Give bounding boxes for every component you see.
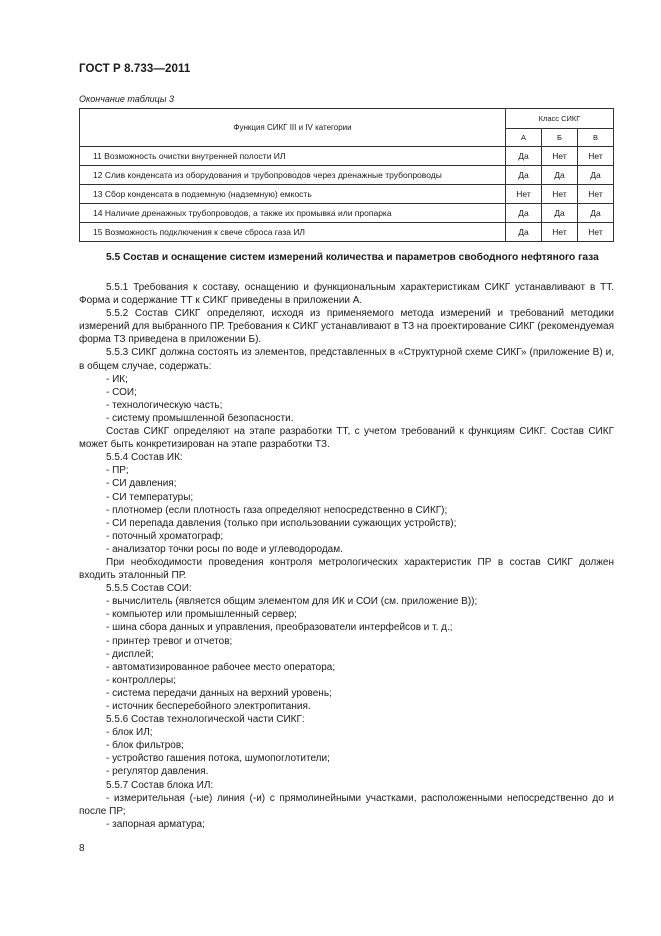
list-item: - блок ИЛ; xyxy=(106,727,153,739)
subsection-heading: 5.5.4 Состав ИК: xyxy=(106,452,183,464)
value-cell: Да xyxy=(578,204,614,223)
list-item: - контроллеры; xyxy=(106,674,176,686)
value-cell: Нет xyxy=(542,223,578,242)
list-item: - блок фильтров; xyxy=(106,740,184,752)
list-item: - источник бесперебойного электропитания. xyxy=(106,701,311,712)
value-cell: Да xyxy=(506,223,542,242)
list-item: - поточный хроматограф; xyxy=(106,530,224,542)
value-cell: Нет xyxy=(578,147,614,166)
table-row xyxy=(80,223,614,242)
class-column-header: Класс СИКГ xyxy=(506,109,614,129)
section-title xyxy=(79,251,614,265)
table-3 xyxy=(79,108,614,242)
paragraph: При необходимости проведения контроля метрологических характеристик ПР в состав СИКГ должен входить эталонный ПР. xyxy=(79,556,614,582)
paragraph: 5.5.2 Состав СИКГ определяют, исходя из применяемого метода измерений и требований методики измерений для выбранного ПР. Требования к СИКГ устанавливают в ТЗ на проектирование СИКГ (рекомендуемая форма ТЗ приведена в приложении Б). xyxy=(79,308,614,346)
table-caption: Окончание таблицы 3 xyxy=(79,94,174,104)
table-row xyxy=(80,185,614,204)
function-cell: 14 Наличие дренажных трубопроводов, а также их промывка или пропарка xyxy=(80,204,506,223)
value-cell: Да xyxy=(578,166,614,185)
body-text xyxy=(79,281,614,831)
list-item: - ПР; xyxy=(106,465,129,477)
subsection-heading: 5.5.5 Состав СОИ: xyxy=(106,583,192,595)
list-item: - анализатор точки росы по воде и углеводородам. xyxy=(106,543,343,555)
list-item: - устройство гашения потока, шумопоглотители; xyxy=(106,753,330,765)
value-cell: Нет xyxy=(578,185,614,204)
value-cell: Да xyxy=(542,166,578,185)
subsection-heading: 5.5.7 Состав блока ИЛ: xyxy=(106,779,214,791)
table-row xyxy=(80,204,614,223)
page-number: 8 xyxy=(79,843,85,854)
function-cell: 12 Слив конденсата из оборудования и трубопроводов через дренажные трубопроводы xyxy=(80,166,506,185)
list-item: - вычислитель (является общим элементом для ИК и СОИ (см. приложение В)); xyxy=(106,596,478,608)
class-v-header: В xyxy=(578,129,614,147)
list-item: - система передачи данных на верхний уровень; xyxy=(106,687,332,699)
class-a-header: А xyxy=(506,129,542,147)
value-cell: Да xyxy=(542,204,578,223)
value-cell: Да xyxy=(506,147,542,166)
value-cell: Нет xyxy=(578,223,614,242)
list-item: - СИ температуры; xyxy=(106,491,194,503)
list-item: - запорная арматура; xyxy=(106,818,205,830)
value-cell: Нет xyxy=(542,185,578,204)
list-item: - плотномер (если плотность газа определяют непосредственно в СИКГ); xyxy=(106,504,448,516)
list-item: - СИ перепада давления (только при использовании сужающих устройств); xyxy=(106,517,457,529)
function-cell: 15 Возможность подключения к свече сброса газа ИЛ xyxy=(80,223,506,242)
list-item: - СИ давления; xyxy=(106,478,177,490)
function-column-header: Функция СИКГ III и IV категории xyxy=(80,109,506,147)
value-cell: Нет xyxy=(542,147,578,166)
class-b-header: Б xyxy=(542,129,578,147)
list-item: - ИК; xyxy=(106,373,128,385)
value-cell: Да xyxy=(506,166,542,185)
list-item: - СОИ; xyxy=(106,386,137,398)
subsection-heading: 5.5.6 Состав технологической части СИКГ: xyxy=(106,714,305,726)
paragraph: 5.5.1 Требования к составу, оснащению и функциональным характеристикам СИКГ устанавливают в ТТ. Форма и содержание ТТ к СИКГ приведены в приложении А. xyxy=(79,282,614,307)
table-header-row xyxy=(80,109,614,129)
paragraph: 5.5.3 СИКГ должна состоять из элементов, представленных в «Структурной схеме СИКГ» (приложение В) и, в общем случае, содержать: xyxy=(79,347,614,372)
list-item: - принтер тревог и отчетов; xyxy=(106,635,233,647)
paragraph: Состав СИКГ определяют на этапе разработки ТТ, с учетом требований к функциям СИКГ. Состав СИКГ может быть конкретизирован на этапе разработки ТЗ. xyxy=(79,426,614,451)
function-cell: 13 Сбор конденсата в подземную (надземную) емкость xyxy=(80,185,506,204)
value-cell: Нет xyxy=(506,185,542,204)
section-title-text: 5.5 Состав и оснащение систем измерений количества и параметров свободного нефтяного газа xyxy=(106,252,599,263)
list-item: - шина сбора данных и управления, преобразователи интерфейсов и т. д.; xyxy=(106,622,453,634)
list-item: - регулятор давления. xyxy=(106,766,209,778)
list-item: - технологическую часть; xyxy=(106,399,223,411)
function-cell: 11 Возможность очистки внутренней полости ИЛ xyxy=(80,147,506,166)
table-row xyxy=(80,147,614,166)
table-row xyxy=(80,166,614,185)
list-item: - дисплей; xyxy=(106,648,154,660)
list-item: - систему промышленной безопасности. xyxy=(106,412,294,424)
list-item: - компьютер или промышленный сервер; xyxy=(106,609,297,621)
list-item: - измерительная (-ые) линия (-и) с прямолинейными участками, расположенными непосредственно до и после ПР; xyxy=(79,792,614,817)
standard-header: ГОСТ Р 8.733—2011 xyxy=(79,63,191,75)
list-item: - автоматизированное рабочее место оператора; xyxy=(106,661,336,673)
value-cell: Да xyxy=(506,204,542,223)
